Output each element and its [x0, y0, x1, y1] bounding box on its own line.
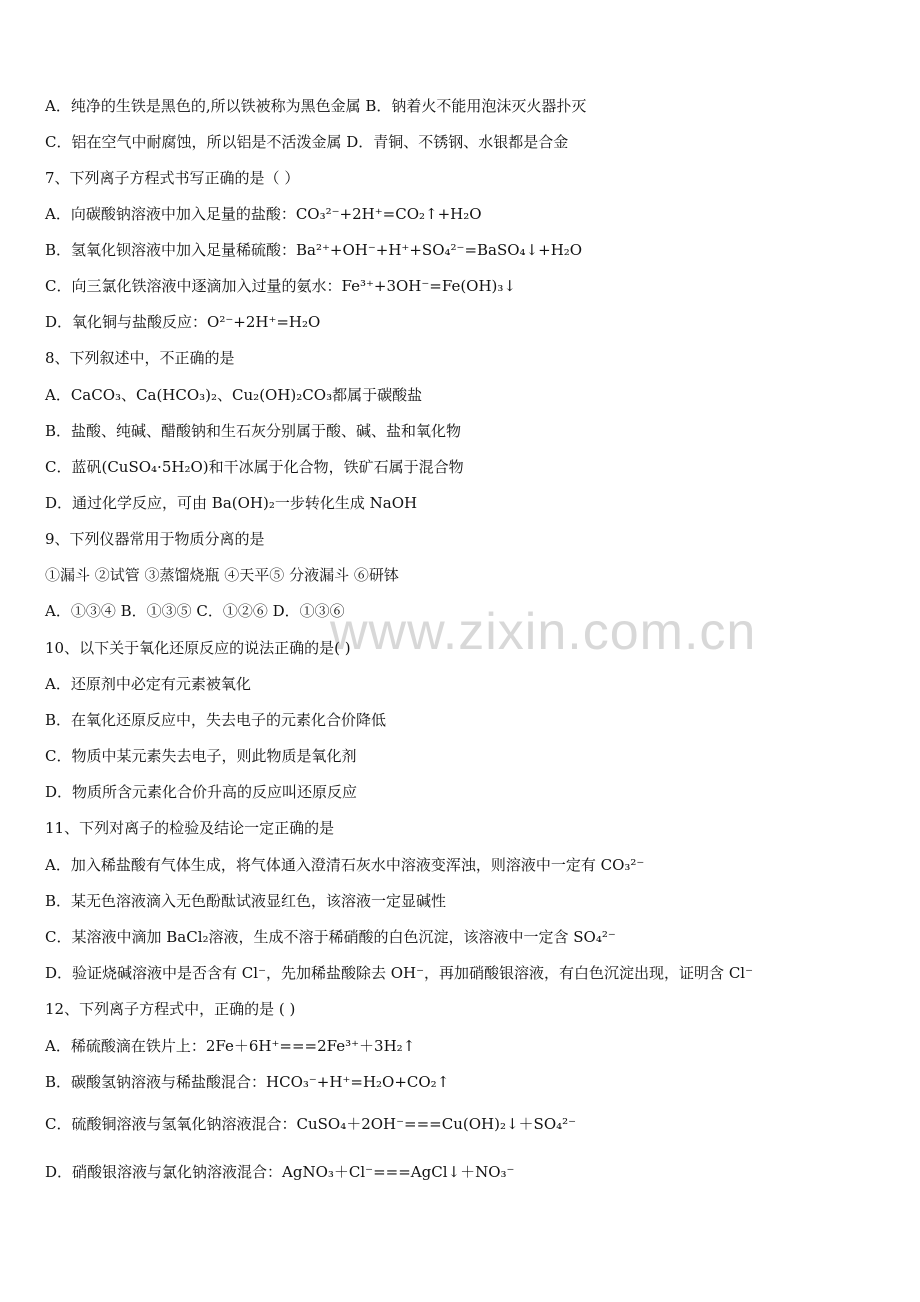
- option-11a: A．加入稀盐酸有气体生成，将气体通入澄清石灰水中溶液变浑浊，则溶液中一定有 CO₃²⁻: [45, 856, 645, 874]
- option-7a: A．向碳酸钠溶液中加入足量的盐酸：CO₃²⁻+2H⁺=CO₂↑+H₂O: [45, 205, 482, 223]
- option-11d: D．验证烧碱溶液中是否含有 Cl⁻，先加稀盐酸除去 OH⁻，再加硝酸银溶液，有白色沉淀出现，证明含 Cl⁻: [45, 964, 754, 982]
- question-12: 12、下列离子方程式中，正确的是 ( ): [45, 1000, 296, 1018]
- option-7c: C．向三氯化铁溶液中逐滴加入过量的氨水：Fe³⁺+3OH⁻=Fe(OH)₃↓: [45, 277, 516, 295]
- question-9-items: ①漏斗 ②试管 ③蒸馏烧瓶 ④天平⑤ 分液漏斗 ⑥研钵: [45, 566, 399, 584]
- watermark: www.zixin.com.cn: [330, 603, 757, 661]
- option-7b: B．氢氧化钡溶液中加入足量稀硫酸：Ba²⁺+OH⁻+H⁺+SO₄²⁻=BaSO₄↓+H₂O: [45, 241, 583, 259]
- option-8c: C．蓝矾(CuSO₄·5H₂O)和干冰属于化合物，铁矿石属于混合物: [45, 458, 464, 476]
- option-12a: A．稀硫酸滴在铁片上：2Fe＋6H⁺===2Fe³⁺＋3H₂↑: [45, 1037, 416, 1055]
- option-8a: A．CaCO₃、Ca(HCO₃)₂、Cu₂(OH)₂CO₃都属于碳酸盐: [45, 386, 423, 404]
- option-11c: C．某溶液中滴加 BaCl₂溶液，生成不溶于稀硝酸的白色沉淀，该溶液中一定含 SO₄²⁻: [45, 928, 616, 946]
- option-8b: B．盐酸、纯碱、醋酸钠和生石灰分别属于酸、碱、盐和氧化物: [45, 422, 462, 440]
- question-10: 10、以下关于氧化还原反应的说法正确的是( ): [45, 639, 351, 657]
- question-9: 9、下列仪器常用于物质分离的是: [45, 530, 265, 548]
- option-12d: D．硝酸银溶液与氯化钠溶液混合：AgNO₃＋Cl⁻===AgCl↓＋NO₃⁻: [45, 1163, 515, 1181]
- option-6a-6b: A．纯净的生铁是黑色的,所以铁被称为黑色金属 B．钠着火不能用泡沫灭火器扑灭: [45, 97, 587, 115]
- option-10a: A．还原剂中必定有元素被氧化: [45, 675, 251, 693]
- question-7: 7、下列离子方程式书写正确的是（ ）: [45, 169, 300, 187]
- option-10d: D．物质所含元素化合价升高的反应叫还原反应: [45, 783, 358, 801]
- option-10c: C．物质中某元素失去电子，则此物质是氧化剂: [45, 747, 357, 765]
- option-11b: B．某无色溶液滴入无色酚酞试液显红色，该溶液一定显碱性: [45, 892, 447, 910]
- question-9-options: A．①③④ B．①③⑤ C．①②⑥ D．①③⑥: [45, 602, 345, 620]
- option-8d: D．通过化学反应，可由 Ba(OH)₂一步转化生成 NaOH: [45, 494, 418, 512]
- question-11: 11、下列对离子的检验及结论一定正确的是: [45, 819, 335, 837]
- question-8: 8、下列叙述中，不正确的是: [45, 349, 235, 367]
- option-6c-6d: C．铝在空气中耐腐蚀，所以铝是不活泼金属 D．青铜、不锈钢、水银都是合金: [45, 133, 569, 151]
- option-10b: B．在氧化还原反应中，失去电子的元素化合价降低: [45, 711, 387, 729]
- option-12b: B．碳酸氢钠溶液与稀盐酸混合：HCO₃⁻+H⁺=H₂O+CO₂↑: [45, 1073, 450, 1091]
- option-7d: D．氧化铜与盐酸反应：O²⁻+2H⁺=H₂O: [45, 313, 321, 331]
- option-12c: C．硫酸铜溶液与氢氧化钠溶液混合：CuSO₄＋2OH⁻===Cu(OH)₂↓＋SO₄²⁻: [45, 1115, 577, 1133]
